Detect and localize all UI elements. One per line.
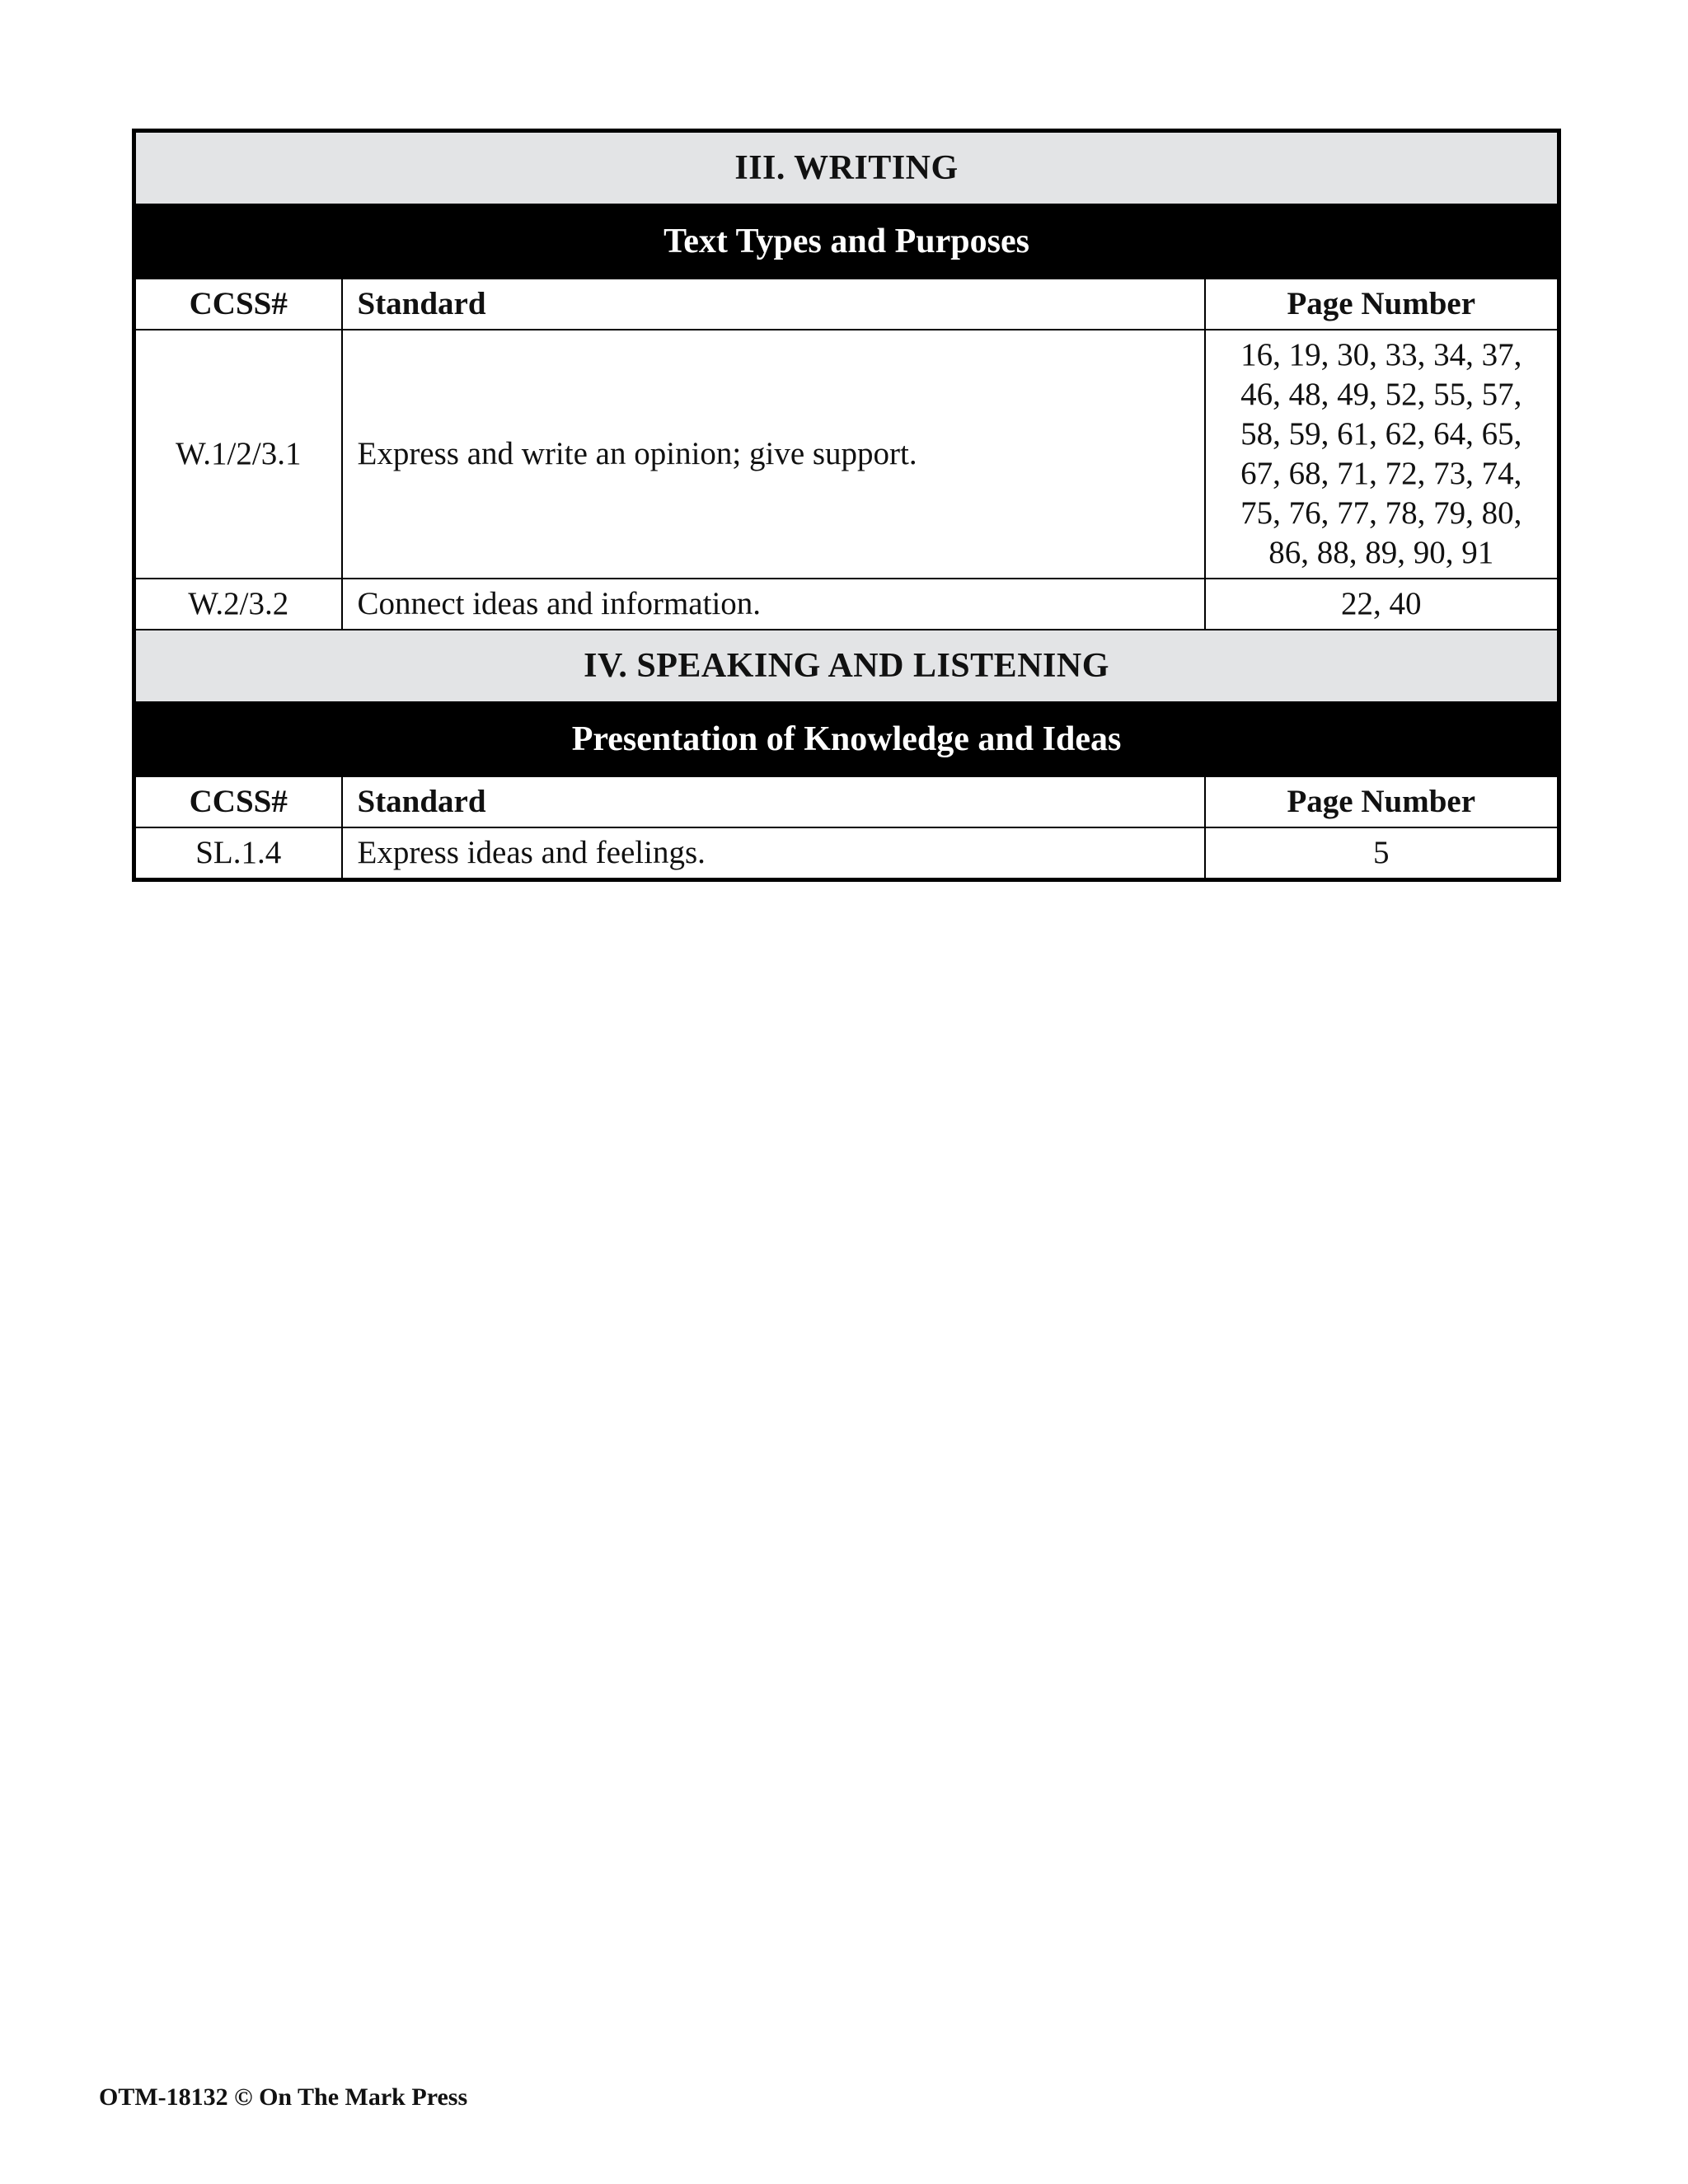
standard-text: Express ideas and feelings.	[342, 827, 1205, 880]
column-header-ccss: CCSS#	[134, 776, 342, 827]
column-header-page-number: Page Number	[1205, 279, 1559, 330]
page-numbers-line: 16, 19, 30, 33, 34, 37,	[1240, 337, 1522, 373]
subsection-title: Presentation of Knowledge and Ideas	[134, 702, 1559, 776]
page-numbers	[1205, 330, 1559, 579]
subsection-header-row	[134, 702, 1559, 776]
page-numbers-line: 67, 68, 71, 72, 73, 74,	[1240, 456, 1522, 491]
page-numbers-line: 86, 88, 89, 90, 91	[1268, 535, 1494, 570]
subsection-header-row	[134, 204, 1559, 279]
page-numbers-line: 58, 59, 61, 62, 64, 65,	[1240, 416, 1522, 452]
page-numbers: 22, 40	[1205, 579, 1559, 630]
standard-text: Express and write an opinion; give support.	[342, 330, 1205, 579]
page-numbers-line: 75, 76, 77, 78, 79, 80,	[1240, 495, 1522, 531]
page-numbers: 5	[1205, 827, 1559, 880]
section-header-row	[134, 630, 1559, 702]
table-row	[134, 827, 1559, 880]
section-title: III. WRITING	[134, 131, 1559, 205]
ccss-code: SL.1.4	[134, 827, 342, 880]
section-header-row	[134, 131, 1559, 205]
table-row	[134, 330, 1559, 579]
subsection-title: Text Types and Purposes	[134, 204, 1559, 279]
column-header-ccss: CCSS#	[134, 279, 342, 330]
ccss-code: W.1/2/3.1	[134, 330, 342, 579]
standard-text: Connect ideas and information.	[342, 579, 1205, 630]
column-header-standard: Standard	[342, 279, 1205, 330]
column-header-row	[134, 776, 1559, 827]
section-title: IV. SPEAKING AND LISTENING	[134, 630, 1559, 702]
ccss-code: W.2/3.2	[134, 579, 342, 630]
page-numbers-line: 46, 48, 49, 52, 55, 57,	[1240, 377, 1522, 412]
column-header-page-number: Page Number	[1205, 776, 1559, 827]
column-header-row	[134, 279, 1559, 330]
ccss-standards-table	[132, 129, 1561, 882]
table-row	[134, 579, 1559, 630]
column-header-standard: Standard	[342, 776, 1205, 827]
footer-copyright: OTM-18132 © On The Mark Press	[99, 2083, 468, 2111]
